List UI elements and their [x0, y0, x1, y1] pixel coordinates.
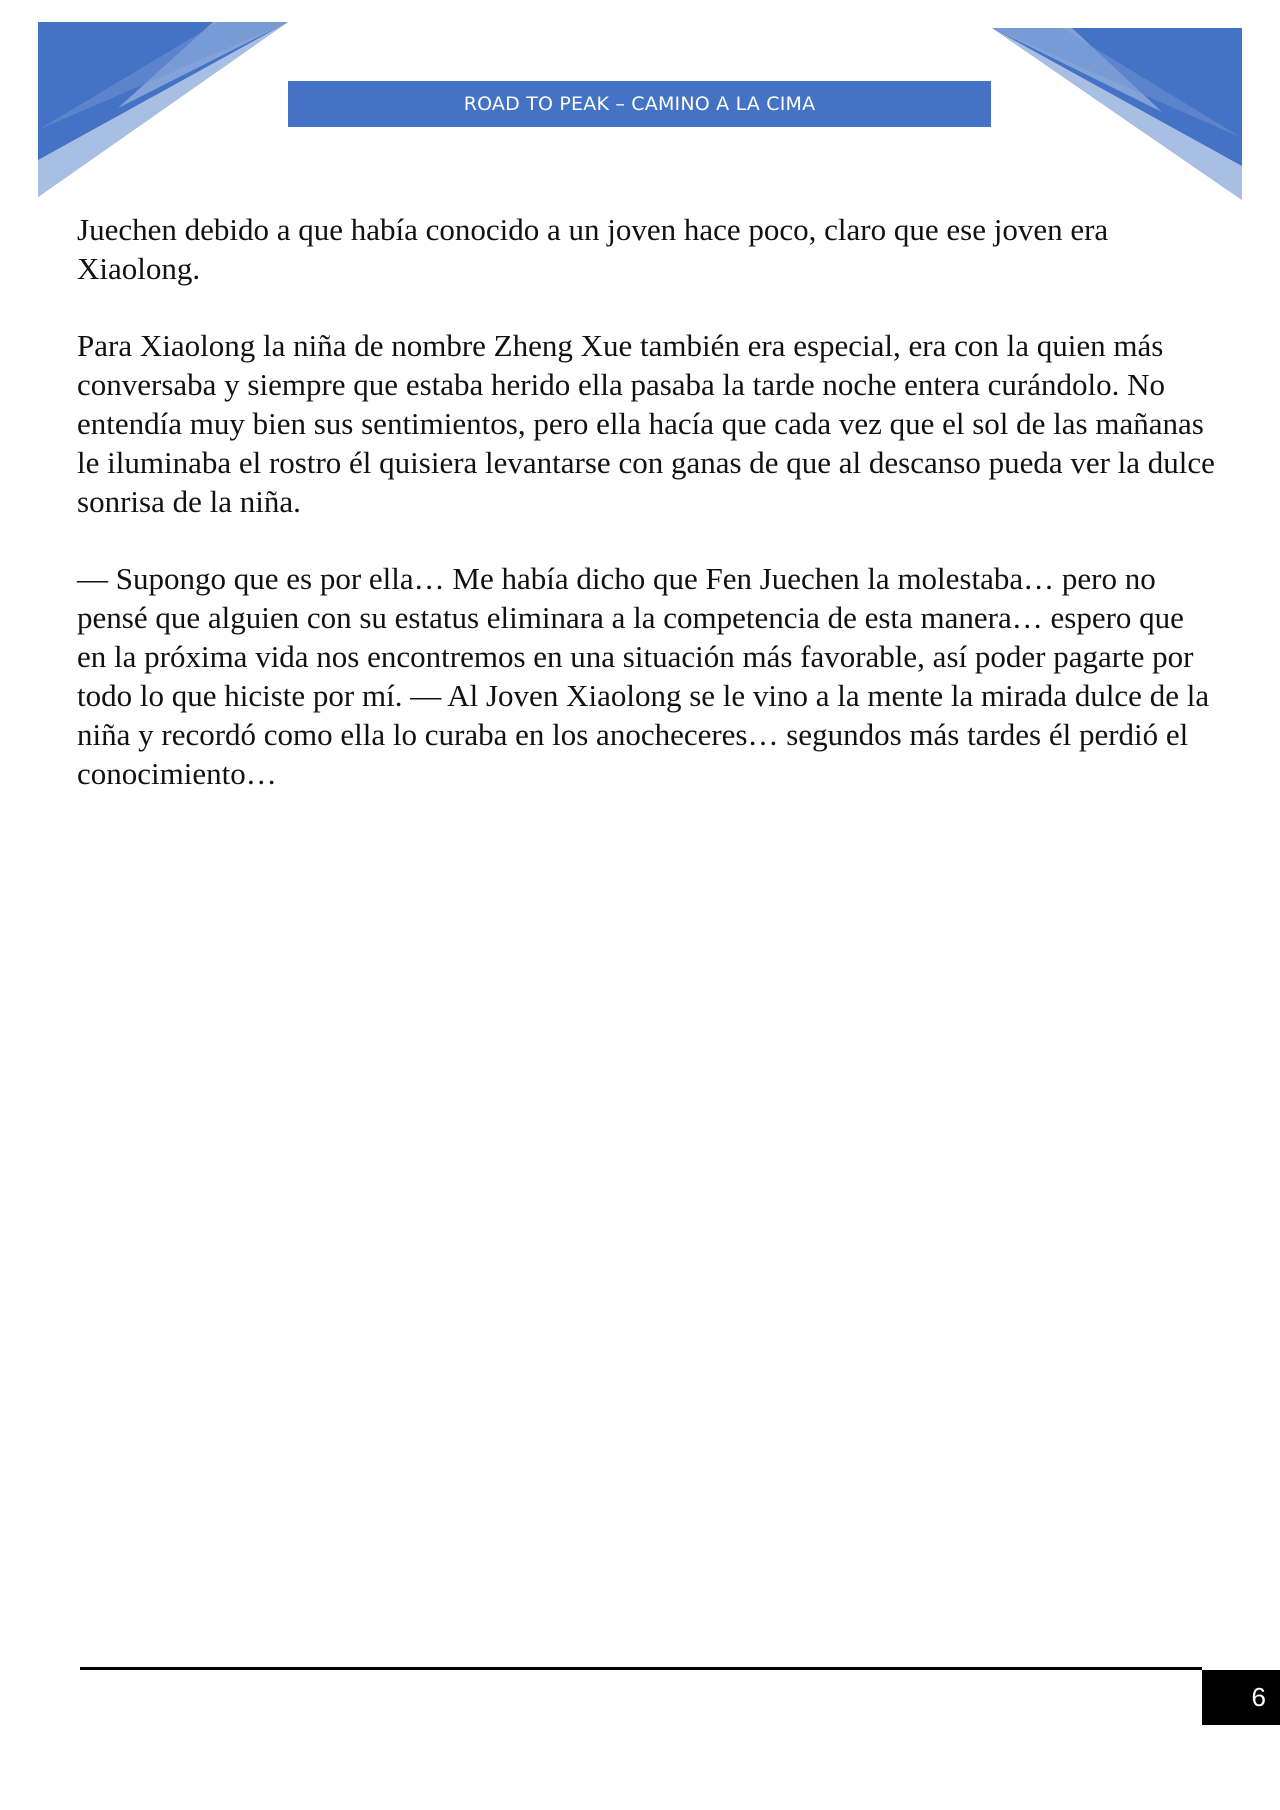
header-corner-decoration-left: [38, 22, 288, 197]
paragraph: — Supongo que es por ella… Me había dicho que Fen Juechen la molestaba… pero no pensé que alguien con su estatus eliminara a la competencia de esta manera… espero que en la próxima vida nos encontremos en una situación más favorable, así poder pagarte por todo lo que hiciste por mí. — Al Joven Xiaolong se le vino a la mente la mirada dulce de la niña y recordó como ella lo curaba en los anocheceres… segundos más tardes él perdió el conocimiento…: [77, 561, 1210, 791]
page-number: 6: [1202, 1670, 1280, 1725]
page-body: [77, 210, 1217, 831]
paragraph: Para Xiaolong la niña de nombre Zheng Xue también era especial, era con la quien más conversaba y siempre que estaba herido ella pasaba la tarde noche entera curándolo. No entendía muy bien sus sentimientos, pero ella hacía que cada vez que el sol de las mañanas le iluminaba el rostro él quisiera levantarse con ganas de que al descanso pueda ver la dulce sonrisa de la niña.: [77, 328, 1215, 519]
footer-divider: [80, 1667, 1202, 1670]
header-corner-decoration-right: [992, 28, 1242, 200]
header-title: ROAD TO PEAK – CAMINO A LA CIMA: [288, 81, 991, 127]
paragraph: Juechen debido a que había conocido a un joven hace poco, claro que ese joven era Xiaolong.: [77, 212, 1109, 286]
